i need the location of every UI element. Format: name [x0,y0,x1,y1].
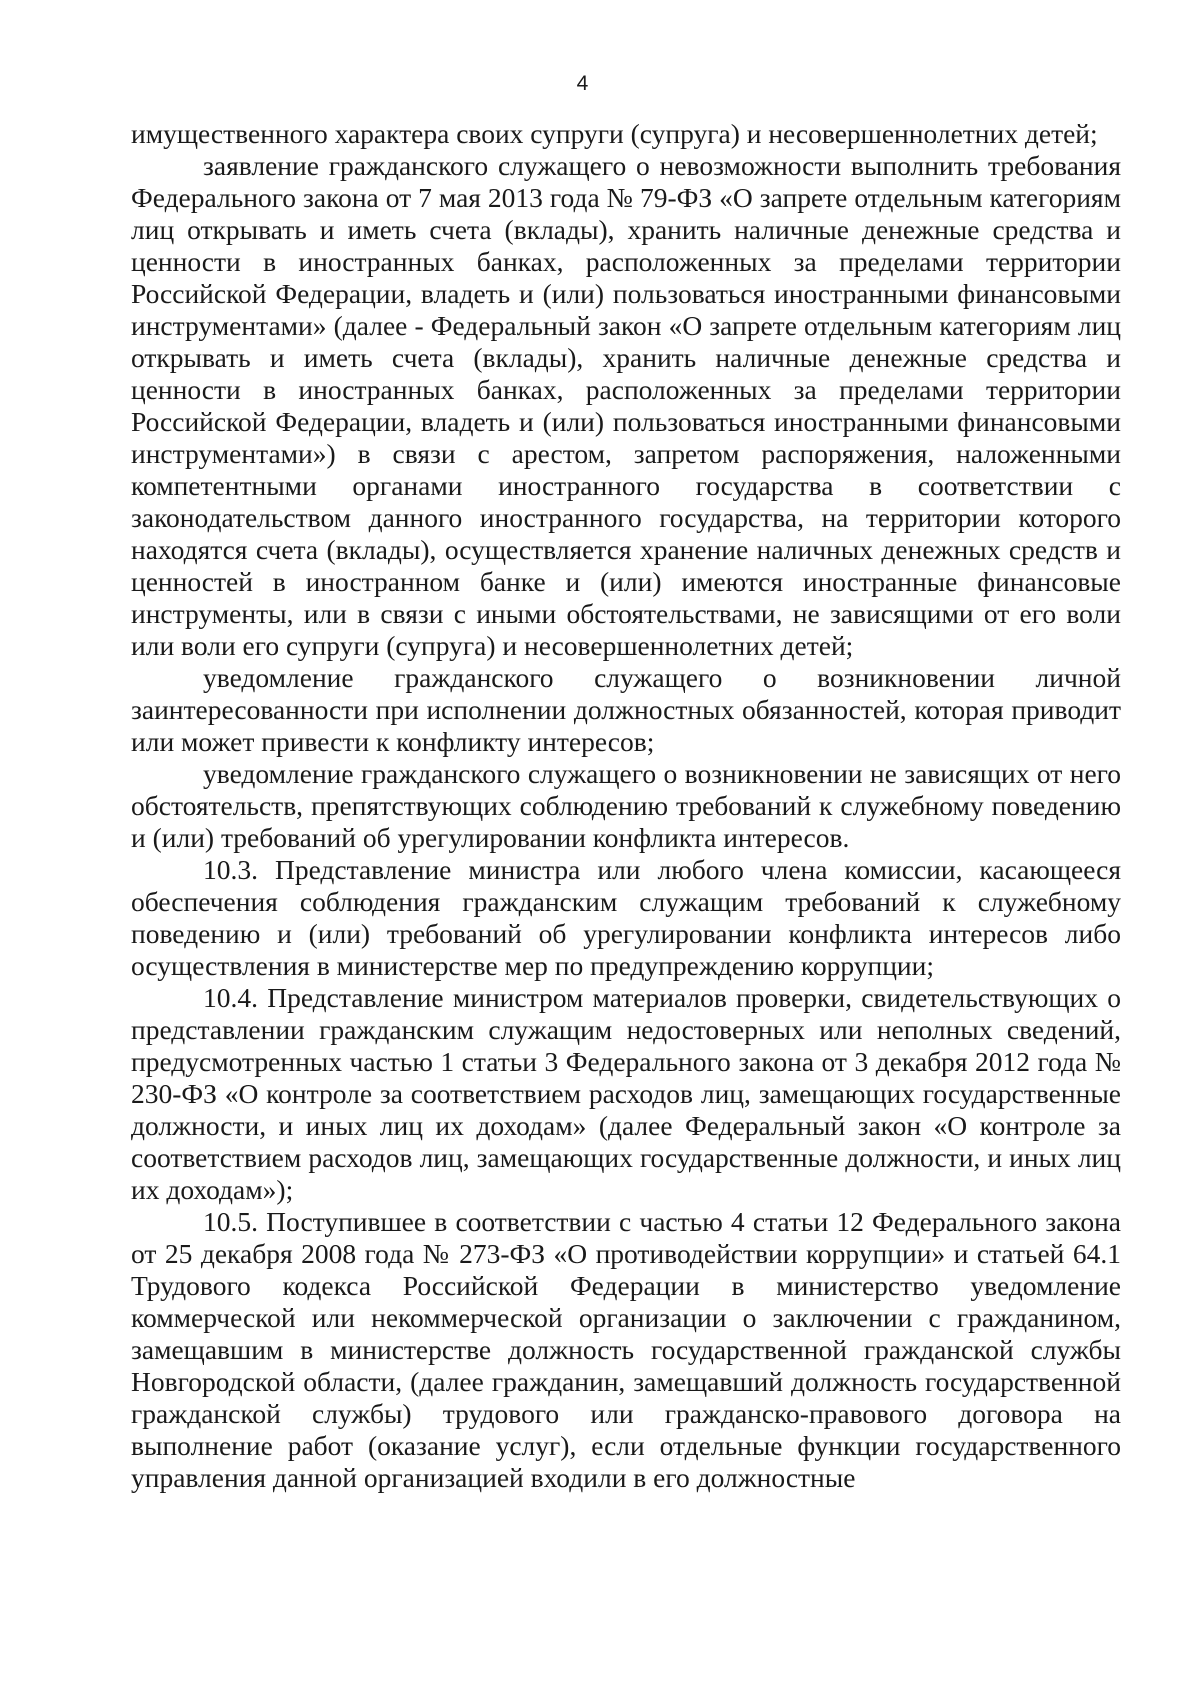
page-number: 4 [576,72,589,95]
paragraph-continuation: имущественного характера своих супруги (супруга) и несовершеннолетних детей; [131,118,1098,149]
paragraph-notice-personal-interest: уведомление гражданского служащего о возникновении личной заинтересованности при исполнении должностных обязанностей, которая приводит или может привести к конфликту интересов; [131,662,1121,757]
paragraph-statement-79fz: заявление гражданского служащего о невозможности выполнить требования Федерального закона от 7 мая 2013 года № 79-ФЗ «О запрете отдельным категориям лиц открывать и иметь счета (вклады), хранить наличные денежные средства и ценности в иностранных банках, расположенных за пределами территории Российской Федерации, владеть и (или) пользоваться иностранными финансовыми инструментами» (далее - Федеральный закон «О запрете отдельным категориям лиц открывать и иметь счета (вклады), хранить наличные денежные средства и ценности в иностранных банках, расположенных за пределами территории Российской Федерации, владеть и (или) пользоваться иностранными финансовыми инструментами») в связи с арестом, запретом распоряжения, наложенными компетентными органами иностранного государства в соответствии с законодательством данного иностранного государства, на территории которого находятся счета (вклады), осуществляется хранение наличных денежных средств и ценностей в иностранном банке и (или) имеются иностранные финансовые инструменты, или в связи с иными обстоятельствами, не зависящими от его воли или воли его супруги (супруга) и несовершеннолетних детей; [131,150,1121,661]
paragraph-10-4: 10.4. Представление министром материалов проверки, свидетельствующих о представлении гражданским служащим недостоверных или неполных сведений, предусмотренных частью 1 статьи 3 Федерального закона от 3 декабря 2012 года № 230-ФЗ «О контроле за соответствием расходов лиц, замещающих государственные должности, и иных лиц их доходам» (далее Федеральный закон «О контроле за соответствием расходов лиц, замещающих государственные должности, и иных лиц их доходам»); [131,982,1121,1205]
paragraph-notice-circumstances: уведомление гражданского служащего о возникновении не зависящих от него обстоятельств, препятствующих соблюдению требований к служебному поведению и (или) требований об урегулировании конфликта интересов. [131,758,1121,853]
paragraph-10-3: 10.3. Представление министра или любого члена комиссии, касающееся обеспечения соблюдения гражданским служащим требований к служебному поведению и (или) требований об урегулировании конфликта интересов либо осуществления в министерстве мер по предупреждению коррупции; [131,854,1121,981]
paragraph-10-5: 10.5. Поступившее в соответствии с частью 4 статьи 12 Федерального закона от 25 декабря 2008 года № 273-ФЗ «О противодействии коррупции» и статьей 64.1 Трудового кодекса Российской Федерации в министерство уведомление коммерческой или некоммерческой организации о заключении с гражданином, замещавшим в министерстве должность государственной гражданской службы Новгородской области, (далее гражданин, замещавший должность государственной гражданской службы) трудового или гражданско-правового договора на выполнение работ (оказание услуг), если отдельные функции государственного управления данной организацией входили в его должностные [131,1206,1121,1493]
document-body [131,118,1121,1494]
